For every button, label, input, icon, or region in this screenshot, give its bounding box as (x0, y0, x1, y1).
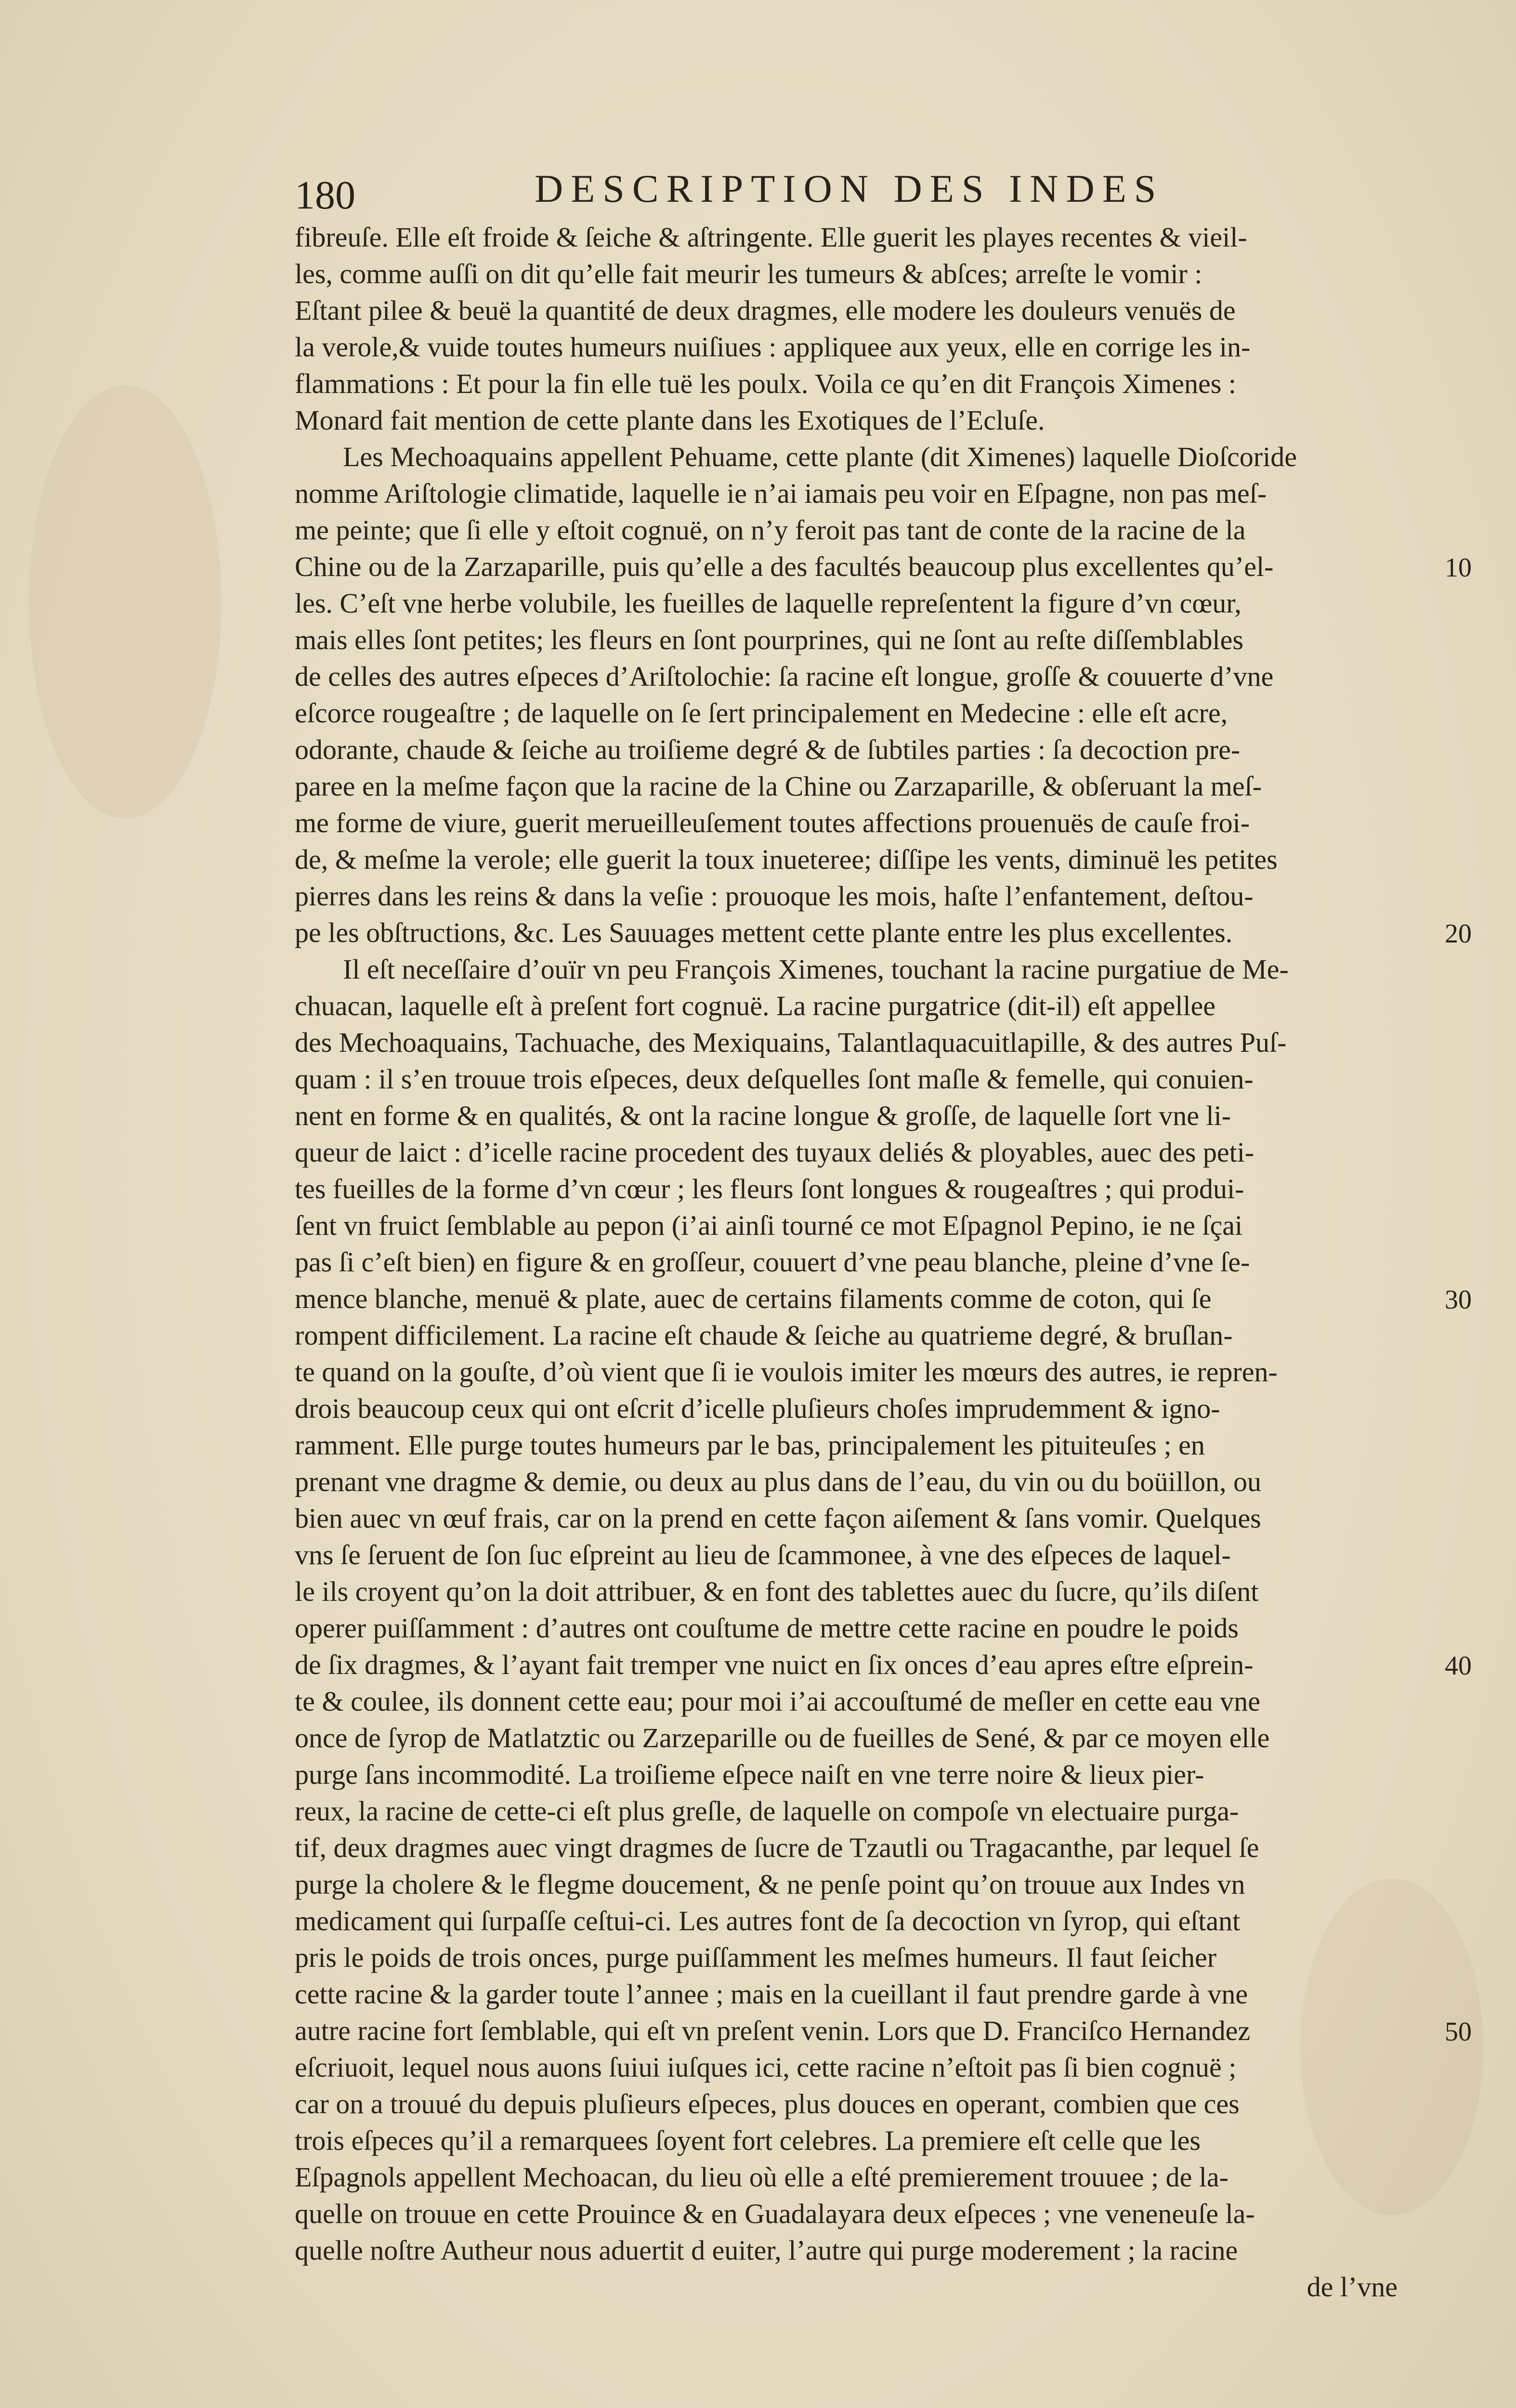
text-line: te quand on la gouſte, d’où vient que ſi ie voulois imiter les mœurs des autres, ie repren- (295, 1356, 1278, 1387)
margin-number: 30 (1445, 1285, 1472, 1315)
text-line: les. C’eſt vne herbe volubile, les fueilles de laquelle repreſentent la figure d’vn cœur, (295, 588, 1242, 619)
text-line: purge ſans incommodité. La troiſieme eſpece naiſt en vne terre noire & lieux pier- (295, 1759, 1204, 1790)
text-line: quelle on trouue en cette Prouince & en Guadalayara deux eſpeces ; vne veneneuſe la- (295, 2198, 1255, 2229)
text-line: tes fueilles de la forme d’vn cœur ; les fleurs ſont longues & rougeaſtres ; qui produi- (295, 1173, 1244, 1204)
text-line: quelle noſtre Autheur nous aduertit d euiter, l’autre qui purge moderement ; la racine (295, 2235, 1238, 2266)
text-line: Monard fait mention de cette plante dans les Exotiques de l’Ecluſe. (295, 405, 1045, 436)
text-line: chuacan, laquelle eſt à preſent fort cognuë. La racine purgatrice (dit-il) eſt appellee (295, 990, 1215, 1021)
text-line: odorante, chaude & ſeiche au troiſieme degré & de ſubtiles parties : ſa decoction pre- (295, 734, 1241, 765)
text-line: nent en forme & en qualités, & ont la racine longue & groſſe, de laquelle ſort vne li- (295, 1100, 1231, 1131)
text-line: car on a trouué du depuis pluſieurs eſpeces, plus douces en operant, combien que ces (295, 2088, 1240, 2120)
folio-number: 180 (295, 173, 355, 218)
text-line: Eſtant pilee & beuë la quantité de deux dragmes, elle modere les douleurs venuës de (295, 295, 1236, 326)
text-line: flammations : Et pour la fin elle tuë les poulx. Voila ce qu’en dit François Ximenes : (295, 368, 1236, 399)
text-line: Les Mechoaquains appellent Pehuame, cette plante (dit Ximenes) laquelle Dioſcoride (343, 441, 1297, 472)
text-line: bien auec vn œuf frais, car on la prend en cette façon aiſement & ſans vomir. Quelques (295, 1503, 1261, 1534)
text-line: pas ſi c’eſt bien) en figure & en groſſeur, couuert d’vne peau blanche, pleine d’vne ſe- (295, 1246, 1250, 1278)
text-line: queur de laict : d’icelle racine procedent des tuyaux deliés & ployables, auec des peti- (295, 1137, 1255, 1168)
text-line: autre racine fort ſemblable, qui eſt vn preſent venin. Lors que D. Franciſco Hernandez (295, 2015, 1251, 2046)
text-line: once de ſyrop de Matlatztic ou Zarzeparille ou de fueilles de Sené, & par ce moyen elle (295, 1722, 1270, 1754)
text-line: de, & meſme la verole; elle guerit la toux inueteree; diſſipe les vents, diminuë les petites (295, 844, 1278, 875)
text-line: Il eſt neceſſaire d’ouïr vn peu François Ximenes, touchant la racine purgatiue de Me- (343, 954, 1289, 985)
text-line: operer puiſſamment : d’autres ont couſtume de mettre cette racine en poudre le poids (295, 1612, 1239, 1644)
text-line: medicament qui ſurpaſſe ceſtui-ci. Les autres font de ſa decoction vn ſyrop, qui eſtant (295, 1905, 1241, 1937)
margin-number: 40 (1445, 1651, 1472, 1681)
text-block (295, 219, 1451, 2305)
text-line: mence blanche, menuë & plate, auec de certains filaments comme de coton, qui ſe (295, 1283, 1212, 1314)
text-line: Chine ou de la Zarzaparille, puis qu’elle a des facultés beaucoup plus excellentes qu’el- (295, 551, 1274, 582)
text-line: nomme Ariſtologie climatide, laquelle ie n’ai iamais peu voir en Eſpagne, non pas meſ- (295, 478, 1267, 509)
text-line: me forme de viure, guerit merueilleuſement toutes affections prouenuës de cauſe froi- (295, 807, 1250, 838)
text-line: pris le poids de trois onces, purge puiſſamment les meſmes humeurs. Il faut ſeicher (295, 1942, 1217, 1973)
text-line: trois eſpeces qu’il a remarquees ſoyent fort celebres. La premiere eſt celle que les (295, 2125, 1201, 2156)
text-line: te & coulee, ils donnent cette eau; pour moi i’ai accouſtumé de meſler en cette eau vne (295, 1686, 1260, 1717)
text-line: Eſpagnols appellent Mechoacan, du lieu où elle a eſté premierement trouuee ; de la- (295, 2161, 1228, 2193)
text-line: ſent vn fruict ſemblable au pepon (i’ai ainſi tourné ce mot Eſpagnol Pepino, ie ne ſçai (295, 1210, 1243, 1241)
text-line: eſcorce rougeaſtre ; de laquelle on ſe ſert principalement en Medecine : elle eſt acre, (295, 697, 1228, 729)
text-line: de celles des autres eſpeces d’Ariſtolochie: ſa racine eſt longue, groſſe & couuerte d’vne (295, 661, 1274, 692)
text-line: les, comme auſſi on dit qu’elle fait meurir les tumeurs & abſces; arreſte le vomir : (295, 258, 1202, 289)
text-line: reux, la racine de cette-ci eſt plus greſle, de laquelle on compoſe vn electuaire purga- (295, 1795, 1239, 1827)
text-line: paree en la meſme façon que la racine de la Chine ou Zarzaparille, & obſeruant la meſ- (295, 771, 1262, 802)
text-line: la verole,& vuide toutes humeurs nuiſiues : appliquee aux yeux, elle en corrige les in- (295, 331, 1251, 363)
text-line: eſcriuoit, lequel nous auons ſuiui iuſques ici, cette racine n’eſtoit pas ſi bien cognuë ; (295, 2052, 1237, 2083)
text-line: de ſix dragmes, & l’ayant fait tremper vne nuict en ſix onces d’eau apres eſtre eſprein- (295, 1649, 1254, 1680)
running-head: DESCRIPTION DES INDES (535, 167, 1164, 210)
margin-number: 50 (1445, 2017, 1472, 2047)
text-line: vns ſe ſeruent de ſon ſuc eſpreint au lieu de ſcammonee, à vne des eſpeces de laquel- (295, 1539, 1231, 1570)
text-line: drois beaucoup ceux qui ont eſcrit d’icelle pluſieurs choſes imprudemment & igno- (295, 1393, 1220, 1424)
text-line: pierres dans les reins & dans la veſie : prouoque les mois, haſte l’enfantement, deſtou- (295, 880, 1254, 912)
text-line: cette racine & la garder toute l’annee ; mais en la cueillant il faut prendre garde à vne (295, 1978, 1248, 2010)
margin-number: 10 (1445, 553, 1472, 583)
text-line: purge la cholere & le flegme doucement, & ne penſe point qu’on trouue aux Indes vn (295, 1869, 1245, 1900)
text-line: me peinte; que ſi elle y eſtoit cognuë, on n’y feroit pas tant de conte de la racine de la (295, 514, 1246, 546)
text-line: pe les obſtructions, &c. Les Sauuages mettent cette plante entre les plus excellentes. (295, 917, 1233, 948)
text-line: rompent difficilement. La racine eſt chaude & ſeiche au quatrieme degré, & bruſlan- (295, 1320, 1233, 1351)
page-header (284, 166, 1247, 219)
text-line: fibreuſe. Elle eſt froide & ſeiche & aſtringente. Elle guerit les playes recentes & vieil- (295, 222, 1247, 253)
text-line: le ils croyent qu’on la doit attribuer, & en font des tablettes auec du ſucre, qu’ils diſent (295, 1576, 1259, 1607)
text-line: des Mechoaquains, Tachuache, des Mexiquains, Talantlaquacuitlapille, & des autres Puſ- (295, 1027, 1287, 1058)
text-line: mais elles ſont petites; les fleurs en ſont pourprines, qui ne ſont au reſte diſſemblables (295, 624, 1243, 655)
text-line: quam : il s’en trouue trois eſpeces, deux deſquelles ſont maſle & femelle, qui conuien- (295, 1063, 1254, 1095)
text-line: de l’vne (1307, 2271, 1398, 2303)
margin-number: 20 (1445, 919, 1472, 949)
text-line: tif, deux dragmes auec vingt dragmes de ſucre de Tzautli ou Tragacanthe, par lequel ſe (295, 1832, 1259, 1863)
text-line: prenant vne dragme & demie, ou deux au plus dans de l’eau, du vin ou du boüillon, ou (295, 1466, 1262, 1497)
text-line: ramment. Elle purge toutes humeurs par le bas, principalement les pituiteuſes ; en (295, 1429, 1205, 1461)
